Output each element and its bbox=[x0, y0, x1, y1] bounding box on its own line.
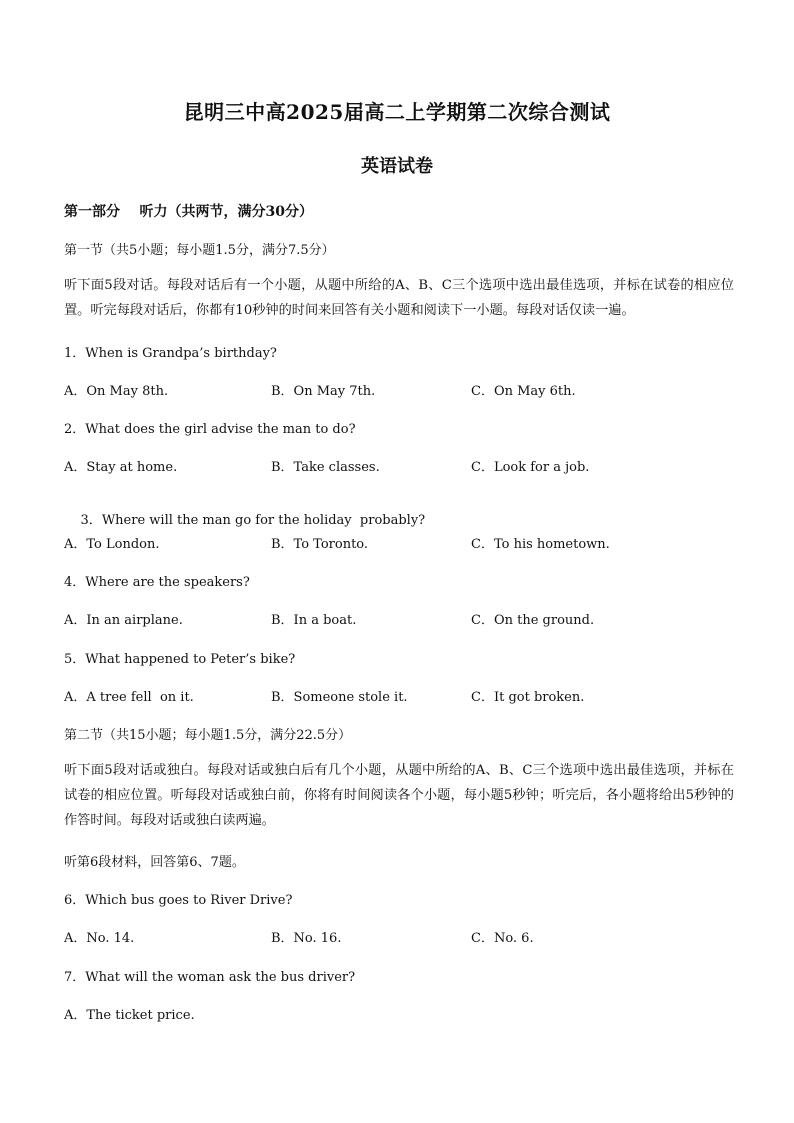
question-text: Where will the man go for the holiday probably? bbox=[101, 513, 426, 528]
section2-instructions: 听下面5段对话或独白。每段对话或独白后有几个小题，从题中所给的A、B、C三个选项中选出最佳选项，并标在试卷的相应位置。听每段对话或独白前，你将有时间阅读各个小题，每小题5秒钟；听完后，各小题将给出5秒钟的作答时间。每段对话或独白读两遍。 bbox=[64, 763, 734, 828]
option-a: A．On May 8th. bbox=[64, 384, 169, 399]
option-a: A．Stay at home. bbox=[64, 460, 178, 475]
material-6-note: 听第6段材料，回答第6、7题。 bbox=[64, 855, 245, 870]
option-a: A．No. 14. bbox=[64, 931, 135, 946]
question-1 bbox=[64, 342, 277, 361]
option-c: C．It got broken. bbox=[471, 690, 585, 705]
section2-header: 第二节（共15小题；每小题1.5分，满分22.5分） bbox=[64, 728, 352, 743]
question-7 bbox=[64, 966, 355, 985]
option-c: C．On May 6th. bbox=[471, 384, 576, 399]
question-text: When is Grandpa’s birthday? bbox=[85, 346, 277, 361]
part1-heading: 第一部分 听力（共两节，满分30分） bbox=[64, 204, 313, 220]
option-c: C．To his hometown. bbox=[471, 537, 610, 552]
question-text: What does the girl advise the man to do? bbox=[85, 422, 356, 437]
option-c: C．On the ground. bbox=[471, 613, 595, 628]
exam-subtitle: 英语试卷 bbox=[361, 156, 433, 177]
question-2 bbox=[64, 418, 356, 437]
option-b: B．No. 16. bbox=[271, 931, 342, 946]
question-number: 4． bbox=[64, 575, 86, 590]
question-4 bbox=[64, 571, 250, 590]
exam-title: 昆明三中高2025届高二上学期第二次综合测试 bbox=[183, 100, 611, 124]
option-a: A．In an airplane. bbox=[64, 613, 183, 628]
option-c: C．Look for a job. bbox=[471, 460, 590, 475]
question-number: 5． bbox=[64, 652, 86, 667]
option-a: A．A tree fell on it. bbox=[64, 690, 194, 705]
question-5 bbox=[64, 648, 295, 667]
option-b: B．In a boat. bbox=[271, 613, 357, 628]
option-b: B．To Toronto. bbox=[271, 537, 369, 552]
question-number: 7． bbox=[64, 970, 86, 985]
question-text: What will the woman ask the bus driver? bbox=[85, 970, 356, 985]
question-number: 1． bbox=[64, 346, 86, 361]
section1-instructions: 听下面5段对话。每段对话后有一个小题，从题中所给的A、B、C三个选项中选出最佳选项，并标在试卷的相应位置。听完每段对话后，你都有10秒钟的时间来回答有关小题和阅读下一小题。每段对话仅读一遍。 bbox=[64, 278, 734, 318]
section1-header: 第一节（共5小题；每小题1.5分，满分7.5分） bbox=[64, 243, 335, 258]
option-b: B．Someone stole it. bbox=[271, 690, 408, 705]
question-text: What happened to Peter’s bike? bbox=[85, 652, 296, 667]
question-text: Which bus goes to River Drive? bbox=[85, 893, 293, 908]
option-c: C．No. 6. bbox=[471, 931, 534, 946]
option-a: A．To London. bbox=[64, 537, 160, 552]
question-6 bbox=[64, 889, 292, 908]
question-number: 3． bbox=[80, 513, 102, 528]
question-text: Where are the speakers? bbox=[85, 575, 250, 590]
option-a: A．The ticket price. bbox=[64, 1008, 195, 1023]
option-b: B．Take classes. bbox=[271, 460, 380, 475]
question-number: 2． bbox=[64, 422, 86, 437]
option-b: B．On May 7th. bbox=[271, 384, 376, 399]
question-number: 6． bbox=[64, 893, 86, 908]
